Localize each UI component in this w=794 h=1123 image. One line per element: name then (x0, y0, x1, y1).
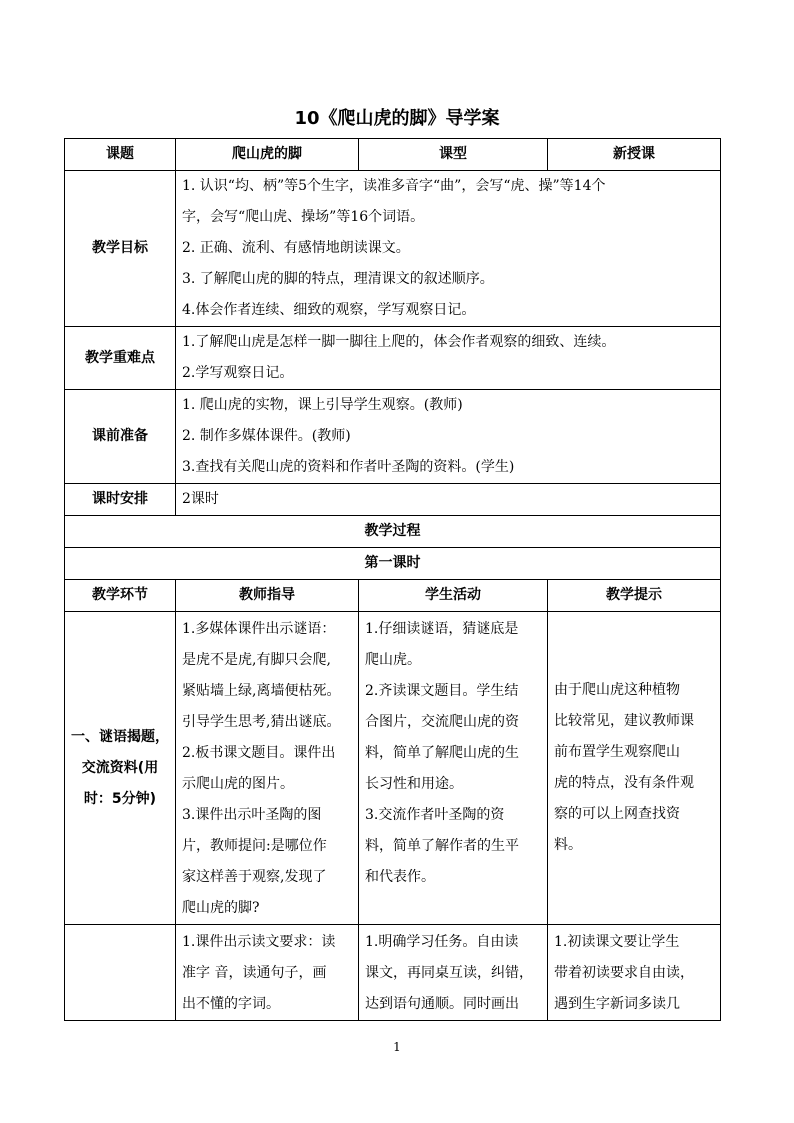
teacher-cell (176, 612, 359, 925)
tips-line: 比较常见，建议教师课 (554, 713, 694, 729)
teacher-line: 爬山虎的脚? (182, 900, 260, 916)
teacher-line: 紧贴墙上绿,离墙便枯死。 (182, 683, 341, 699)
stage-line: 交流资料(用 (81, 759, 159, 776)
tips-line: 由于爬山虎这种植物 (554, 682, 680, 698)
prep-label: 课前准备 (65, 390, 176, 484)
teacher-line: 家这样善于观察,发现了 (182, 869, 327, 885)
objectives-label: 教学目标 (65, 171, 176, 327)
schedule-row (65, 484, 721, 516)
process-title-row (65, 516, 721, 548)
teacher-cell (176, 925, 359, 1021)
topic-value: 爬山虎的脚 (176, 139, 359, 171)
teacher-line: 示爬山虎的图片。 (182, 776, 294, 792)
student-line: 爬山虎。 (365, 652, 421, 668)
student-line: 和代表作。 (365, 869, 435, 885)
type-value: 新授课 (548, 139, 721, 171)
stage-cell (65, 612, 176, 925)
prep-row (65, 390, 721, 484)
column-header-tips: 教学提示 (548, 580, 721, 612)
student-line: 2.齐读课文题目。学生结 (365, 683, 519, 699)
columns-header-row (65, 580, 721, 612)
table-row (65, 925, 721, 1021)
tips-cell (548, 925, 721, 1021)
stage-cell (65, 925, 176, 1021)
teacher-line: 片，教师提问:是哪位作 (182, 838, 327, 854)
student-line: 料，简单了解作者的生平 (365, 838, 519, 854)
column-header-stage: 教学环节 (65, 580, 176, 612)
teacher-line: 是虎不是虎,有脚只会爬, (182, 652, 331, 668)
process-title: 教学过程 (65, 516, 721, 548)
table-row (65, 612, 721, 925)
teacher-line: 准字 音，读通句子，画 (182, 965, 327, 981)
student-line: 长习性和用途。 (365, 776, 463, 792)
student-line: 课文，再同桌互读，纠错， (365, 965, 533, 981)
lesson-title: 第一课时 (65, 548, 721, 580)
objectives-content (176, 171, 721, 327)
teacher-line: 引导学生思考,猜出谜底。 (182, 714, 341, 730)
student-cell (359, 925, 548, 1021)
student-line: 达到语句通顺。同时画出 (365, 996, 519, 1012)
prep-content (176, 390, 721, 484)
topic-label: 课题 (65, 139, 176, 171)
keypoints-line: 2.学写观察日记。 (182, 365, 294, 381)
column-header-student: 学生活动 (359, 580, 548, 612)
lesson-title-row (65, 548, 721, 580)
lesson-plan-table (64, 138, 721, 1021)
keypoints-content (176, 327, 721, 390)
student-line: 料，简单了解爬山虎的生 (365, 745, 519, 761)
student-line: 1.仔细读谜语，猜谜底是 (365, 621, 519, 637)
student-line: 3.交流作者叶圣陶的资 (365, 807, 505, 823)
tips-line: 料。 (554, 837, 582, 853)
document-title: 10《爬山虎的脚》导学案 (294, 108, 500, 129)
keypoints-row (65, 327, 721, 390)
objectives-row (65, 171, 721, 327)
column-header-teacher: 教师指导 (176, 580, 359, 612)
tips-line: 1.初读课文要让学生 (554, 934, 680, 950)
page-number: 1 (393, 1040, 401, 1054)
tips-line: 察的可以上网查找资 (554, 806, 680, 822)
keypoints-line: 1.了解爬山虎是怎样一脚一脚往上爬的，体会作者观察的细致、连续。 (182, 334, 616, 350)
stage-line: 一、谜语揭题， (71, 728, 169, 745)
keypoints-label: 教学重难点 (65, 327, 176, 390)
prep-line: 3.查找有关爬山虎的资料和作者叶圣陶的资料。(学生) (182, 459, 515, 475)
objectives-line: 3. 了解爬山虎的脚的特点，理清课文的叙述顺序。 (182, 271, 494, 287)
type-label: 课型 (359, 139, 548, 171)
objectives-line: 1. 认识“均、柄”等5个生字，读准多音字“曲”，会写“虎、操”等14个 (182, 178, 606, 194)
schedule-value: 2课时 (176, 484, 721, 516)
schedule-label: 课时安排 (65, 484, 176, 516)
student-line: 1.明确学习任务。自由读 (365, 934, 519, 950)
teacher-line: 1.课件出示读文要求：读 (182, 934, 336, 950)
tips-line: 遇到生字新词多读几 (554, 996, 680, 1012)
student-line: 合图片，交流爬山虎的资 (365, 714, 519, 730)
teacher-line: 3.课件出示叶圣陶的图 (182, 807, 322, 823)
tips-cell (548, 612, 721, 925)
objectives-line: 4.体会作者连续、细致的观察，学写观察日记。 (182, 302, 476, 318)
tips-line: 前布置学生观察爬山 (554, 744, 680, 760)
tips-line: 带着初读要求自由读， (554, 965, 694, 981)
objectives-line: 2. 正确、流利、有感情地朗读课文。 (182, 240, 410, 256)
teacher-line: 2.板书课文题目。课件出 (182, 745, 336, 761)
teacher-line: 1.多媒体课件出示谜语： (182, 621, 336, 637)
prep-line: 1. 爬山虎的实物，课上引导学生观察。(教师) (182, 397, 463, 413)
teacher-line: 出不懂的字词。 (182, 996, 280, 1012)
prep-line: 2. 制作多媒体课件。(教师) (182, 428, 351, 444)
header-row (65, 139, 721, 171)
stage-line: 时：5分钟) (83, 790, 157, 807)
tips-line: 虎的特点，没有条件观 (554, 775, 694, 791)
student-cell (359, 612, 548, 925)
objectives-line: 字，会写“爬山虎、操场”等16个词语。 (182, 209, 425, 225)
